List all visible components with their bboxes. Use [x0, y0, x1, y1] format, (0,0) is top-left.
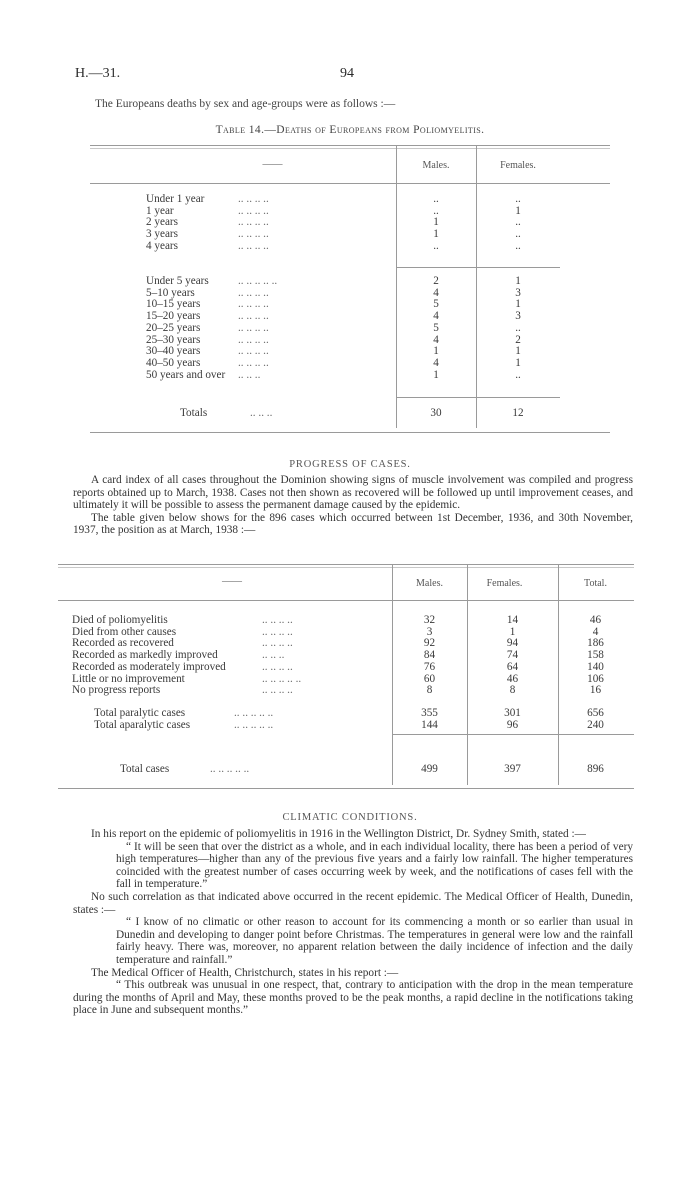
- table14-group2: [146, 276, 560, 381]
- females-value: 1: [515, 204, 521, 217]
- table14-col-females: Females.: [500, 160, 536, 171]
- age-group-label: 1 year: [146, 204, 174, 217]
- table2-total: [120, 764, 633, 776]
- table-row: [146, 229, 560, 241]
- table-row: [146, 217, 560, 229]
- males-value: 1: [433, 345, 439, 358]
- females-value: 2: [515, 333, 521, 346]
- age-group-label: 10–15 years: [146, 298, 201, 311]
- total-cases-label: Total cases: [120, 763, 170, 775]
- total-cases-total: 896: [587, 763, 604, 775]
- age-group-label: 25–30 years: [146, 333, 201, 346]
- table2-col-total: Total.: [584, 578, 607, 589]
- females-value: 3: [515, 310, 521, 323]
- males-value: 84: [423, 649, 436, 662]
- dot-leader: .. .. .. ..: [238, 193, 269, 205]
- table-row: [72, 662, 633, 674]
- age-group-label: 3 years: [146, 228, 178, 241]
- table14-header-rule: [90, 183, 610, 184]
- age-group-label: 4 years: [146, 239, 178, 252]
- table-row: [94, 720, 633, 732]
- dot-leader: .. .. .. ..: [262, 614, 293, 626]
- dot-leader: .. .. .. ..: [238, 356, 269, 369]
- females-value: 96: [506, 718, 519, 731]
- females-value: 1: [515, 298, 521, 311]
- subtotal-label: Total paralytic cases: [94, 707, 186, 719]
- females-value: 301: [504, 707, 521, 719]
- table-row: [146, 358, 560, 370]
- total-value: 16: [589, 684, 602, 697]
- outcome-label: Little or no improvement: [72, 672, 185, 685]
- table-row: [146, 346, 560, 358]
- table2-col-males: Males.: [416, 578, 443, 589]
- climatic-para-2: No such correlation as that indicated above occurred in the recent epidemic. The Medical Officer of Health, Dunedin, states :—: [73, 890, 633, 916]
- dot-leader: .. .. .. .. ..: [234, 707, 274, 719]
- climatic-heading: CLIMATIC CONDITIONS.: [282, 812, 418, 823]
- dot-leader: .. .. .. ..: [238, 345, 269, 358]
- age-group-label: 40–50 years: [146, 356, 201, 369]
- table-row: [146, 288, 560, 300]
- totals-males: 30: [430, 407, 442, 419]
- age-group-label: Under 1 year: [146, 193, 205, 205]
- table14-stub-header: ——: [262, 159, 283, 170]
- outcome-label: Died from other causes: [72, 625, 177, 638]
- table-row: [180, 408, 560, 420]
- table14-subtotal-rule: [396, 267, 560, 268]
- females-value: 3: [515, 286, 521, 299]
- males-value: 4: [433, 356, 439, 369]
- table2-top-rule-2: [58, 567, 634, 568]
- progress-heading: PROGRESS OF CASES.: [289, 459, 411, 470]
- table-row: [146, 299, 560, 311]
- males-value: 5: [433, 298, 439, 311]
- females-value: 1: [515, 356, 521, 369]
- table2-rows: [72, 615, 633, 697]
- females-value: ..: [515, 239, 521, 252]
- total-value: 240: [587, 718, 604, 731]
- climatic-text: [73, 828, 633, 1017]
- dot-leader: .. .. .. ..: [238, 333, 269, 346]
- total-cases-females: 397: [504, 763, 521, 775]
- table2-sum-rule: [392, 734, 634, 735]
- table2-header-rule: [58, 600, 634, 601]
- females-value: 46: [506, 672, 519, 685]
- dot-leader: .. .. .. ..: [238, 321, 269, 334]
- females-value: 1: [515, 275, 521, 287]
- males-value: 1: [433, 368, 439, 381]
- table2-subtotals: [94, 708, 633, 731]
- total-value: 106: [587, 672, 604, 685]
- intro-text: The Europeans deaths by sex and age-groups were as follows :—: [95, 98, 396, 110]
- outcome-label: Recorded as markedly improved: [72, 649, 218, 662]
- climatic-quote-1: “ It will be seen that over the district as a whole, and in each individual locality, there has been a period of very high temperatures—higher than any of the previous five years and a fairly low rainfall. The higher temperatures coincided with the greatest number of cases occurring week by week, and the notifications of cases fell with the fall in temperature.”: [116, 840, 633, 891]
- females-value: 1: [515, 345, 521, 358]
- table-row: [72, 685, 633, 697]
- females-value: ..: [515, 228, 521, 241]
- females-value: ..: [515, 216, 521, 229]
- males-value: 1: [433, 228, 439, 241]
- totals-females: 12: [512, 407, 524, 419]
- outcome-label: Recorded as moderately improved: [72, 660, 226, 673]
- females-value: ..: [515, 321, 521, 334]
- table14-col-males: Males.: [422, 160, 450, 171]
- table2-bottom-rule: [58, 788, 634, 789]
- dot-leader: .. .. .. ..: [262, 684, 293, 697]
- dot-leader: .. .. .. ..: [262, 637, 293, 650]
- total-cases-leader: .. .. .. .. ..: [210, 763, 250, 775]
- age-group-label: 2 years: [146, 216, 178, 229]
- dot-leader: .. .. .. .. ..: [234, 718, 274, 731]
- total-value: 46: [589, 614, 602, 626]
- males-value: 2: [433, 275, 439, 287]
- dot-leader: .. .. .. ..: [238, 228, 269, 241]
- males-value: ..: [433, 204, 439, 217]
- dot-leader: .. .. .. ..: [238, 286, 269, 299]
- males-value: 76: [423, 660, 436, 673]
- males-value: ..: [433, 193, 439, 205]
- table14-group1: [146, 194, 560, 253]
- males-value: 92: [423, 637, 436, 650]
- subtotal-label: Total aparalytic cases: [94, 718, 191, 731]
- table-row: [94, 708, 633, 720]
- males-value: 144: [421, 718, 438, 731]
- dot-leader: .. .. .. ..: [238, 298, 269, 311]
- table14-bottom-rule: [90, 432, 610, 433]
- table-row: [72, 615, 633, 627]
- females-value: 64: [506, 660, 519, 673]
- climatic-quote-2: “ I know of no climatic or other reason to account for its commencing a month or so earlier than usual in Dunedin and developing to danger point before Christmas. The temperatures in general were low and the rainfall fairly heavy. There was, moreover, no apparent relation between the daily incidence of infection and the daily temperature and rainfall.”: [116, 916, 633, 966]
- age-group-label: 30–40 years: [146, 345, 201, 358]
- age-group-label: 15–20 years: [146, 310, 201, 323]
- total-value: 140: [587, 660, 604, 673]
- males-value: 4: [433, 333, 439, 346]
- total-cases-males: 499: [421, 763, 438, 775]
- progress-para-2: The table given below shows for the 896 cases which occurred between 1st December, 1936, and 30th November, 1937, the position as at March, 1938 :—: [73, 511, 633, 537]
- females-value: 8: [509, 684, 516, 697]
- males-value: 1: [433, 216, 439, 229]
- males-value: 4: [433, 310, 439, 323]
- total-value: 656: [587, 707, 604, 719]
- dot-leader: .. .. .. ..: [238, 239, 269, 252]
- outcome-label: No progress reports: [72, 684, 161, 697]
- males-value: 4: [433, 286, 439, 299]
- males-value: 60: [423, 672, 436, 685]
- totals-label: Totals: [180, 407, 208, 419]
- table-row: [146, 335, 560, 347]
- table14-totals: [180, 408, 560, 420]
- table14-title: Table 14.—Deaths of Europeans from Poliomyelitis.: [215, 124, 485, 136]
- age-group-label: 5–10 years: [146, 286, 195, 299]
- dot-leader: .. .. .. .. ..: [238, 275, 278, 287]
- page-number: 94: [340, 66, 354, 81]
- dot-leader: .. .. .. ..: [238, 216, 269, 229]
- table14-totals-rule: [396, 397, 560, 398]
- outcome-label: Died of poliomyelitis: [72, 614, 168, 626]
- total-value: 4: [592, 625, 599, 638]
- report-reference: H.—31.: [75, 66, 121, 81]
- dot-leader: .. .. .. ..: [238, 204, 269, 217]
- table2-top-rule: [58, 564, 634, 565]
- climatic-para-1: In his report on the epidemic of poliomyelitis in 1916 in the Wellington District, Dr. Sydney Smith, stated :—: [91, 828, 586, 840]
- males-value: ..: [433, 239, 439, 252]
- dot-leader: .. .. .. ..: [262, 660, 293, 673]
- age-group-label: 50 years and over: [146, 368, 226, 381]
- males-value: 32: [423, 614, 436, 626]
- table-row: [146, 276, 560, 288]
- table2-stub-header: ——: [222, 576, 242, 587]
- total-value: 186: [587, 637, 604, 650]
- males-value: 355: [421, 707, 438, 719]
- climatic-para-3: The Medical Officer of Health, Christchurch, states in his report :—: [91, 966, 399, 979]
- table-row: [146, 323, 560, 335]
- dot-leader: .. .. .. ..: [262, 625, 293, 638]
- table-row: [146, 311, 560, 323]
- table-row: [120, 764, 633, 776]
- progress-para-1: A card index of all cases throughout the Dominion showing signs of muscle involvement was compiled and progress reports obtained up to March, 1938. Cases not then shown as recovered will be followed up until improvement ceases, and ultimately it will be possible to assess the permanent damage caused by the epidemic.: [73, 474, 633, 512]
- dot-leader: .. .. ..: [262, 649, 285, 662]
- dot-leader: .. .. .. ..: [238, 310, 269, 323]
- totals-leader: .. .. ..: [250, 407, 273, 419]
- females-value: ..: [515, 368, 521, 381]
- table-row: [146, 241, 560, 253]
- table2-col-females: Females.: [486, 578, 523, 589]
- males-value: 8: [426, 684, 433, 697]
- females-value: 94: [506, 637, 519, 650]
- table-row: [146, 370, 560, 382]
- table14-top-rule-2: [90, 148, 610, 149]
- females-value: 1: [509, 625, 516, 638]
- age-group-label: 20–25 years: [146, 321, 201, 334]
- table14-top-rule: [90, 145, 610, 146]
- table-row: [146, 206, 560, 218]
- females-value: 14: [506, 614, 519, 626]
- males-value: 3: [426, 625, 433, 638]
- table-row: [146, 194, 560, 206]
- age-group-label: Under 5 years: [146, 275, 209, 287]
- total-value: 158: [587, 649, 604, 662]
- climatic-quote-3: “ This outbreak was unusual in one respect, that, contrary to anticipation with the drop in the mean temperature during the months of April and May, these months proved to be the peak months, a rapid decline in the notifications taking place in June and subsequent months.”: [73, 979, 633, 1017]
- progress-text: [73, 474, 633, 537]
- dot-leader: .. .. ..: [238, 368, 261, 381]
- males-value: 5: [433, 321, 439, 334]
- dot-leader: .. .. .. .. ..: [262, 672, 302, 685]
- outcome-label: Recorded as recovered: [72, 637, 174, 650]
- females-value: ..: [515, 193, 521, 205]
- females-value: 74: [506, 649, 519, 662]
